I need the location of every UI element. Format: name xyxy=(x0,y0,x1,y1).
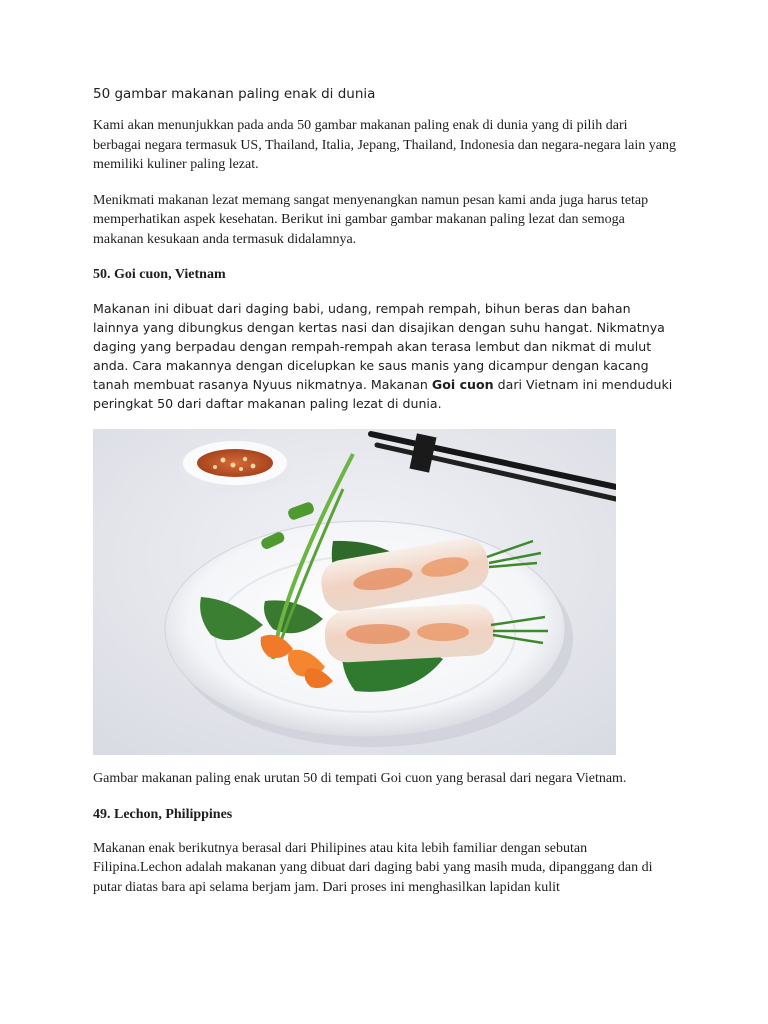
section-50-body-part1: Makanan ini dibuat dari daging babi, udang, rempah rempah, bihun beras dan bahan lainnya yang dibungkus dengan kertas nasi dan disajikan dengan suhu hangat. Nikmatnya daging yang berpadau dengan rempah-rempah akan terasa lembut dan nikmat di mulut anda. Cara makannya dengan dicelupkan ke saus manis yang dicampur dengan kacang tanah membuat rasanya Nyuus nikmatnya. Makanan xyxy=(93,301,665,392)
goi-cuon-photo xyxy=(93,429,616,755)
document-title: 50 gambar makanan paling enak di dunia xyxy=(93,86,376,102)
section-50-body xyxy=(93,299,678,413)
section-49-heading: 49. Lechon, Philippines xyxy=(93,806,233,822)
section-50-heading: 50. Goi cuon, Vietnam xyxy=(93,267,226,282)
section-49-body: Makanan enak berikutnya berasal dari Philipines atau kita lebih familiar dengan sebutan Filipina.Lechon adalah makanan yang dibuat dari daging babi yang masih muda, dipanggang dan di putar diatas bara api selama berjam jam. Dari proses ini menghasilkan lapidan kulit xyxy=(93,840,653,895)
document-page xyxy=(93,84,678,913)
section-50-body-part2: dari Vietnam ini menduduki peringkat 50 dari daftar makanan paling lezat di dunia. xyxy=(93,377,673,411)
section-50-body-bold: Goi cuon xyxy=(431,377,494,392)
intro-paragraph-2: Menikmati makanan lezat memang sangat menyenangkan namun pesan kami anda juga harus tetap memperhatikan aspek kesehatan. Berikut ini gambar gambar makanan paling lezat dan semoga makanan kesukaan anda termasuk didalamnya. xyxy=(93,192,649,247)
intro-paragraph-1: Kami akan menunjukkan pada anda 50 gambar makanan paling enak di dunia yang di pilih dari berbagai negara termasuk US, Thailand, Italia, Jepang, Thailand, Indonesia dan negara-negara lain yang memiliki kuliner paling lezat. xyxy=(93,118,676,172)
section-50-caption: Gambar makanan paling enak urutan 50 di tempati Goi cuon yang berasal dari negara Vietnam. xyxy=(93,771,627,786)
